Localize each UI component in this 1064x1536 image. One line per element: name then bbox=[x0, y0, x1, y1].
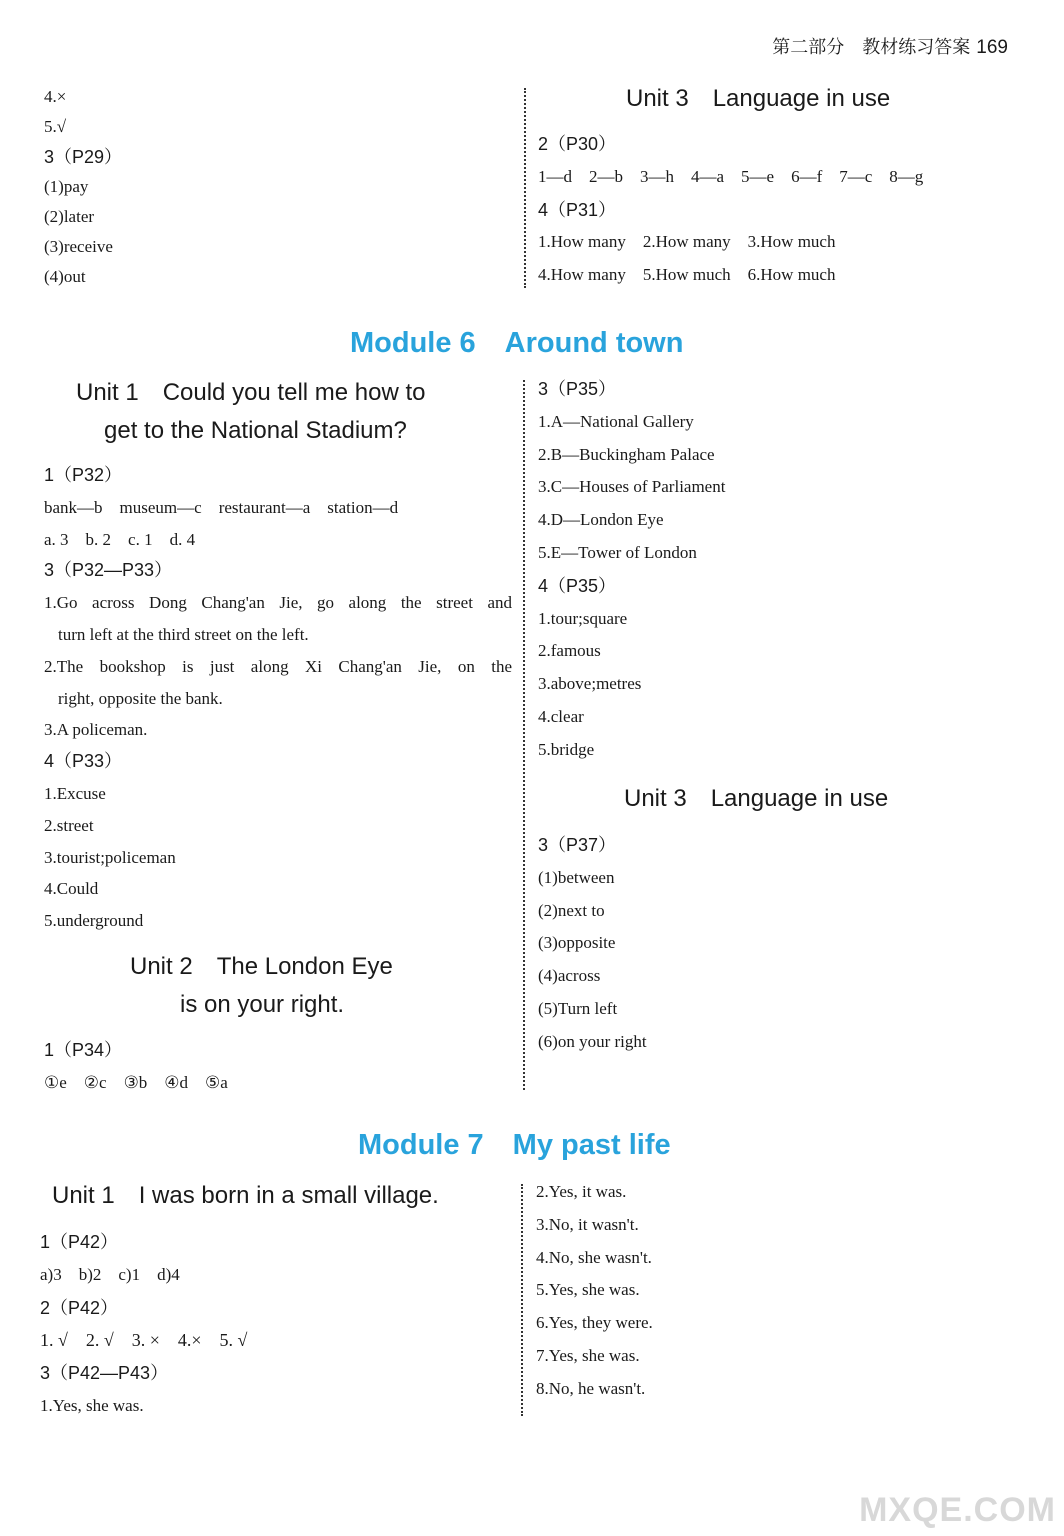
answer-line: a)3 b)2 c)1 d)4 bbox=[40, 1264, 180, 1284]
question-heading: 4（P35） bbox=[538, 575, 617, 596]
answer-line: 3.A policeman. bbox=[44, 720, 148, 740]
answer-line: 1.Excuse bbox=[44, 783, 106, 803]
answer-line: 6.Yes, they were. bbox=[536, 1313, 653, 1333]
page-number: 169 bbox=[976, 37, 1008, 58]
answer-line: 1—d 2—b 3—h 4—a 5—e 6—f 7—c 8—g bbox=[538, 166, 924, 186]
unit-heading: Unit 3 Language in use bbox=[624, 785, 889, 812]
answer-line: 5.Yes, she was. bbox=[536, 1280, 640, 1300]
question-heading: 3（P35） bbox=[538, 379, 617, 399]
answer-line: 5.bridge bbox=[538, 739, 595, 759]
question-heading: 3（P32—P33） bbox=[44, 560, 173, 581]
answer-line: (1)between bbox=[538, 867, 615, 887]
unit-heading: Unit 3 Language in use bbox=[626, 85, 891, 112]
answer-line: 3.above;metres bbox=[538, 674, 642, 694]
question-heading: 1（P34） bbox=[44, 1040, 123, 1060]
top-right-answers bbox=[538, 128, 923, 292]
answer-line: 3.tourist;policeman bbox=[44, 847, 176, 867]
answer-line: bank—b museum—c restaurant—a station—d bbox=[44, 497, 399, 517]
answer-line: (2)next to bbox=[538, 900, 605, 920]
module-title: Module 6 Around town bbox=[350, 327, 684, 359]
module6-unit3-answers bbox=[538, 829, 647, 1059]
answer-line: a. 3 b. 2 c. 1 d. 4 bbox=[44, 529, 196, 549]
answer-line: 4.How many 5.How much 6.How much bbox=[538, 265, 836, 285]
answer-line: 2.famous bbox=[538, 641, 601, 661]
unit-heading: Unit 1 Could you tell me how to bbox=[76, 379, 426, 406]
answer-line: 3.No, it wasn't. bbox=[536, 1214, 639, 1234]
module7-right-answers bbox=[536, 1176, 653, 1406]
module6-unit2-answers bbox=[44, 1034, 228, 1100]
unit-heading: is on your right. bbox=[180, 991, 345, 1018]
answer-line: 2.street bbox=[44, 815, 94, 835]
top-left-answers bbox=[44, 82, 122, 292]
column-divider bbox=[524, 88, 526, 288]
module6-left-answers bbox=[44, 460, 512, 937]
answer-line: 1.How many 2.How many 3.How much bbox=[538, 232, 836, 252]
unit-heading: Unit 2 The London Eye bbox=[130, 953, 393, 980]
answer-line: 8.No, he wasn't. bbox=[536, 1378, 646, 1398]
answer-line: 4.Could bbox=[44, 879, 99, 899]
answer-line: (4)across bbox=[538, 966, 601, 986]
answer-line: 4.No, she wasn't. bbox=[536, 1247, 652, 1267]
answer-line: 1. √ 2. √ 3. × 4.× 5. √ bbox=[40, 1330, 248, 1351]
answer-line: 1.A—National Gallery bbox=[538, 411, 694, 431]
answer-line: 5.underground bbox=[44, 911, 144, 931]
answer-line: (3)receive bbox=[44, 237, 113, 256]
column-divider bbox=[523, 380, 525, 1090]
answer-line: 2.B—Buckingham Palace bbox=[538, 444, 715, 464]
answer-line: 2.Yes, it was. bbox=[536, 1182, 627, 1201]
answer-line: 5.√ bbox=[44, 117, 67, 136]
answer-line: (3)opposite bbox=[538, 933, 616, 953]
answer-line: 3.C—Houses of Parliament bbox=[538, 477, 726, 497]
unit-heading: get to the National Stadium? bbox=[104, 417, 407, 444]
unit-heading: Unit 1 I was born in a small village. bbox=[52, 1182, 439, 1209]
question-heading: 4（P33） bbox=[44, 751, 123, 772]
question-heading: 2（P30） bbox=[538, 134, 617, 154]
question-heading: 1（P42） bbox=[40, 1232, 119, 1252]
answer-line: 1.tour;square bbox=[538, 608, 628, 628]
question-heading: 3（P37） bbox=[538, 835, 617, 855]
answer-line: (1)pay bbox=[44, 177, 89, 196]
module7-left-answers bbox=[40, 1226, 247, 1423]
answer-line: 4.D—London Eye bbox=[538, 510, 664, 530]
question-heading: 4（P31） bbox=[538, 199, 617, 220]
question-heading: 1（P32） bbox=[44, 465, 123, 485]
answer-line: (5)Turn left bbox=[538, 998, 618, 1018]
answer-line: 2.The bookshop is just along Xi Chang'an Jie, on the bbox=[44, 656, 512, 676]
module-title: Module 7 My past life bbox=[358, 1129, 671, 1161]
answer-line: turn left at the third street on the left. bbox=[58, 624, 309, 644]
answer-line: 5.E—Tower of London bbox=[538, 542, 697, 562]
answer-line: (6)on your right bbox=[538, 1031, 647, 1051]
page-header bbox=[772, 33, 1008, 59]
answer-line: (2)later bbox=[44, 207, 95, 226]
answer-line: 1.Go across Dong Chang'an Jie, go along the street and bbox=[44, 593, 512, 613]
answer-line: ①e ②c ③b ④d ⑤a bbox=[44, 1072, 228, 1092]
module6-right-answers bbox=[538, 373, 725, 767]
answer-line: (4)out bbox=[44, 267, 86, 286]
section-title: 第二部分 教材练习答案 bbox=[772, 37, 971, 58]
watermark: MXQE.COM bbox=[859, 1491, 1056, 1529]
question-heading: 2（P42） bbox=[40, 1297, 119, 1318]
answer-line: right, opposite the bank. bbox=[58, 688, 223, 708]
question-heading: 3（P29） bbox=[44, 147, 123, 167]
answer-line: 7.Yes, she was. bbox=[536, 1345, 640, 1365]
answer-line: 4.clear bbox=[538, 706, 584, 726]
answer-line: 4.× bbox=[44, 87, 67, 106]
column-divider bbox=[521, 1184, 523, 1416]
answer-line: 1.Yes, she was. bbox=[40, 1395, 144, 1415]
question-heading: 3（P42—P43） bbox=[40, 1363, 169, 1384]
